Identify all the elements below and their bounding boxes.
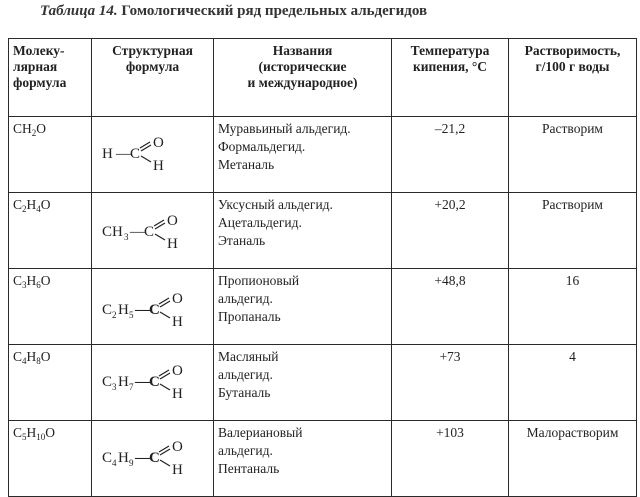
compound-names: Муравьиный альдегид. Формальдегид. Метаналь (214, 117, 392, 193)
molecular-formula: $CH_2O$ (9, 117, 92, 193)
struct-group: C (102, 450, 113, 466)
compound-names: Масляный альдегид. Бутаналь (214, 345, 392, 421)
struct-carbon: C (149, 450, 160, 466)
header-structural-formula: Структурная формула (92, 39, 214, 117)
struct-group-sub: 3 (112, 382, 117, 392)
struct-carbon: C (130, 146, 141, 162)
struct-mid: H (118, 302, 129, 318)
struct-group-sub: 2 (112, 310, 117, 320)
struct-oxygen: O (167, 213, 178, 229)
struct-carbon: C (144, 224, 155, 240)
table-row (9, 421, 637, 497)
table-row (9, 345, 637, 421)
struct-hydrogen: H (167, 236, 178, 252)
struct-dash: — (135, 374, 150, 390)
molecular-formula: $C_2H_4O$ (9, 193, 92, 269)
struct-group-sub: 3 (124, 232, 129, 242)
struct-oxygen: O (172, 291, 183, 307)
molecular-formula: $C_4H_8O$ (9, 345, 92, 421)
boiling-point: +73 (392, 345, 509, 421)
structural-formula (92, 345, 214, 421)
solubility: Малорастворим (509, 421, 637, 497)
aldehyde-structure-diagram (96, 120, 218, 190)
struct-carbon: C (149, 374, 160, 390)
aldehydes-table (8, 38, 637, 497)
table-row (9, 117, 637, 193)
struct-group: C (102, 302, 113, 318)
molecular-formula: $C_3H_6O$ (9, 269, 92, 345)
struct-mid: H (118, 450, 129, 466)
structural-formula (92, 193, 214, 269)
bond-single (155, 234, 165, 240)
struct-dash: — (116, 146, 131, 162)
struct-hydrogen: H (172, 314, 183, 330)
caption-label: Таблица 14. (40, 3, 118, 19)
solubility: Растворим (509, 117, 637, 193)
boiling-point: +48,8 (392, 269, 509, 345)
struct-mid-sub: 9 (129, 458, 134, 468)
solubility: 4 (509, 345, 637, 421)
header-molecular-formula: Молеку- лярная формула (9, 39, 92, 117)
boiling-point: +103 (392, 421, 509, 497)
struct-group: H (102, 146, 113, 162)
struct-carbon: C (149, 302, 160, 318)
bond-single (160, 312, 170, 318)
struct-group: CH (102, 224, 123, 240)
struct-group-sub: 4 (112, 458, 117, 468)
bond-single (141, 156, 151, 162)
compound-names: Уксусный альдегид. Ацетальдегид. Этаналь (214, 193, 392, 269)
solubility: 16 (509, 269, 637, 345)
molecular-formula: $C_5H_{10}O$ (9, 421, 92, 497)
header-solubility: Растворимость, г/100 г воды (509, 39, 637, 117)
struct-mid-sub: 5 (129, 310, 134, 320)
bond-single (160, 460, 170, 466)
struct-dash: — (130, 224, 145, 240)
bond-single (160, 384, 170, 390)
caption-title: Гомологический ряд предельных альдегидов (121, 3, 428, 19)
aldehyde-structure-diagram (96, 348, 218, 418)
struct-hydrogen: H (153, 158, 164, 174)
boiling-point: –21,2 (392, 117, 509, 193)
struct-group: C (102, 374, 113, 390)
struct-dash: — (135, 450, 150, 466)
struct-oxygen: O (172, 363, 183, 379)
header-names: Названия (исторические и международное) (214, 39, 392, 117)
compound-names: Валериановый альдегид. Пентаналь (214, 421, 392, 497)
structural-formula (92, 117, 214, 193)
structural-formula (92, 269, 214, 345)
table-row (9, 193, 637, 269)
table-caption (40, 3, 427, 20)
solubility: Растворим (509, 193, 637, 269)
compound-names: Пропионовый альдегид. Пропаналь (214, 269, 392, 345)
struct-mid: H (118, 374, 129, 390)
boiling-point: +20,2 (392, 193, 509, 269)
struct-mid-sub: 7 (129, 382, 134, 392)
table-header-row (9, 39, 637, 117)
structural-formula (92, 421, 214, 497)
struct-hydrogen: H (172, 462, 183, 478)
struct-hydrogen: H (172, 386, 183, 402)
aldehyde-structure-diagram (96, 424, 218, 494)
header-boiling-point: Температура кипения, °С (392, 39, 509, 117)
struct-oxygen: O (153, 135, 164, 151)
struct-oxygen: O (172, 439, 183, 455)
aldehyde-structure-diagram (96, 196, 218, 266)
table-row (9, 269, 637, 345)
aldehyde-structure-diagram (96, 272, 218, 342)
struct-dash: — (135, 302, 150, 318)
